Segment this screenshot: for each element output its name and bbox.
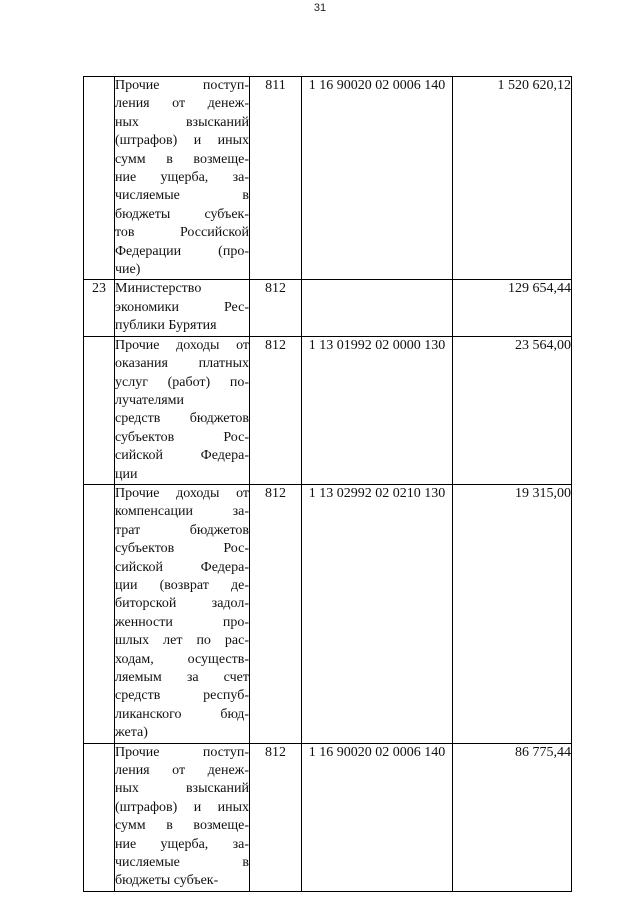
revenue-name-line: (штрафов) и иных: [115, 133, 249, 149]
revenue-table: [83, 76, 572, 892]
amount-cell: 129 654,44: [453, 280, 572, 336]
budget-classification-code-cell: 1 13 01992 02 0000 130: [302, 336, 453, 484]
row-number-cell: [84, 336, 115, 484]
revenue-name-line: ликанского бюд-: [115, 706, 249, 722]
revenue-name-line: ции: [115, 466, 138, 482]
revenue-name-line: сийской Федера-: [115, 559, 249, 575]
revenue-name-line: экономики Рес-: [115, 299, 249, 315]
row-number-cell: [84, 77, 115, 280]
admin-code-cell: 811: [250, 77, 302, 280]
table-row: [84, 743, 572, 891]
row-number-cell: [84, 743, 115, 891]
revenue-name-line: лучателями: [115, 392, 184, 408]
budget-classification-code-cell: 1 16 90020 02 0006 140: [302, 77, 453, 280]
budget-classification-code-cell: 1 16 90020 02 0006 140: [302, 743, 453, 891]
revenue-name-line: Министерство: [115, 281, 202, 297]
revenue-name-line: Прочие доходы от: [115, 337, 249, 353]
revenue-name-line: публики Бурятия: [115, 318, 217, 334]
amount-cell: 23 564,00: [453, 336, 572, 484]
revenue-name-line: женности про-: [115, 614, 249, 630]
budget-classification-code-cell: [302, 280, 453, 336]
revenue-name-line: ние ущерба, за-: [115, 836, 249, 852]
revenue-name-line: трат бюджетов: [115, 522, 249, 538]
revenue-name-line: ления от денеж-: [115, 763, 249, 779]
budget-classification-code-cell: 1 13 02992 02 0210 130: [302, 484, 453, 743]
revenue-name-line: субъектов Рос-: [115, 541, 249, 557]
admin-code-cell: 812: [250, 484, 302, 743]
revenue-name-line: ления от денеж-: [115, 96, 249, 112]
revenue-name-line: сумм в возмеще-: [115, 818, 249, 834]
revenue-name-line: ние ущерба, за-: [115, 170, 249, 186]
revenue-name-line: средств респуб-: [115, 688, 249, 704]
revenue-name-line: компенсации за-: [115, 504, 249, 520]
admin-code-cell: 812: [250, 743, 302, 891]
admin-code-cell: 812: [250, 280, 302, 336]
revenue-name-line: Прочие поступ-: [115, 78, 249, 93]
page-number: 31: [313, 2, 327, 14]
admin-code-cell: 812: [250, 336, 302, 484]
revenue-name-line: чие): [115, 262, 141, 278]
revenue-name-line: бюджеты субъек-: [115, 206, 249, 222]
revenue-name-line: Прочие поступ-: [115, 744, 249, 760]
revenue-name-line: числяемые в: [115, 855, 249, 871]
revenue-name-line: услуг (работ) по-: [115, 374, 249, 390]
revenue-name-line: Прочие доходы от: [115, 485, 249, 501]
revenue-name-line: бюджеты субъек-: [115, 873, 219, 889]
revenue-name-line: средств бюджетов: [115, 411, 249, 427]
revenue-name-line: ляемым за счет: [115, 670, 249, 685]
revenue-name-line: (штрафов) и иных: [115, 799, 249, 815]
table-body: [84, 77, 572, 892]
revenue-name-line: шлых лет по рас-: [115, 633, 249, 649]
revenue-name-cell: [115, 336, 250, 484]
revenue-name-line: ходам, осуществ-: [115, 651, 249, 667]
amount-cell: 86 775,44: [453, 743, 572, 891]
table-row: [84, 77, 572, 280]
revenue-name-line: тов Российской: [115, 225, 249, 241]
revenue-name-line: Федерации (про-: [115, 243, 249, 259]
amount-cell: 1 520 620,12: [453, 77, 572, 280]
row-number-cell: [84, 484, 115, 743]
table-row: [84, 280, 572, 336]
revenue-name-line: сумм в возмеще-: [115, 151, 249, 167]
revenue-name-cell: [115, 484, 250, 743]
revenue-name-line: числяемые в: [115, 188, 249, 204]
revenue-name-line: ных взысканий: [115, 114, 249, 130]
amount-cell: 19 315,00: [453, 484, 572, 743]
revenue-name-line: жета): [115, 725, 148, 741]
revenue-name-line: биторской задол-: [115, 596, 249, 612]
revenue-name-cell: [115, 743, 250, 891]
table-row: [84, 336, 572, 484]
revenue-name-line: ции (возврат де-: [115, 577, 249, 593]
row-number-cell: 23: [84, 280, 115, 336]
revenue-name-line: субъектов Рос-: [115, 429, 249, 445]
revenue-name-line: сийской Федера-: [115, 448, 249, 464]
revenue-name-cell: [115, 77, 250, 280]
revenue-name-cell: [115, 280, 250, 336]
revenue-name-line: оказания платных: [115, 356, 249, 372]
table-row: [84, 484, 572, 743]
revenue-name-line: ных взысканий: [115, 781, 249, 797]
